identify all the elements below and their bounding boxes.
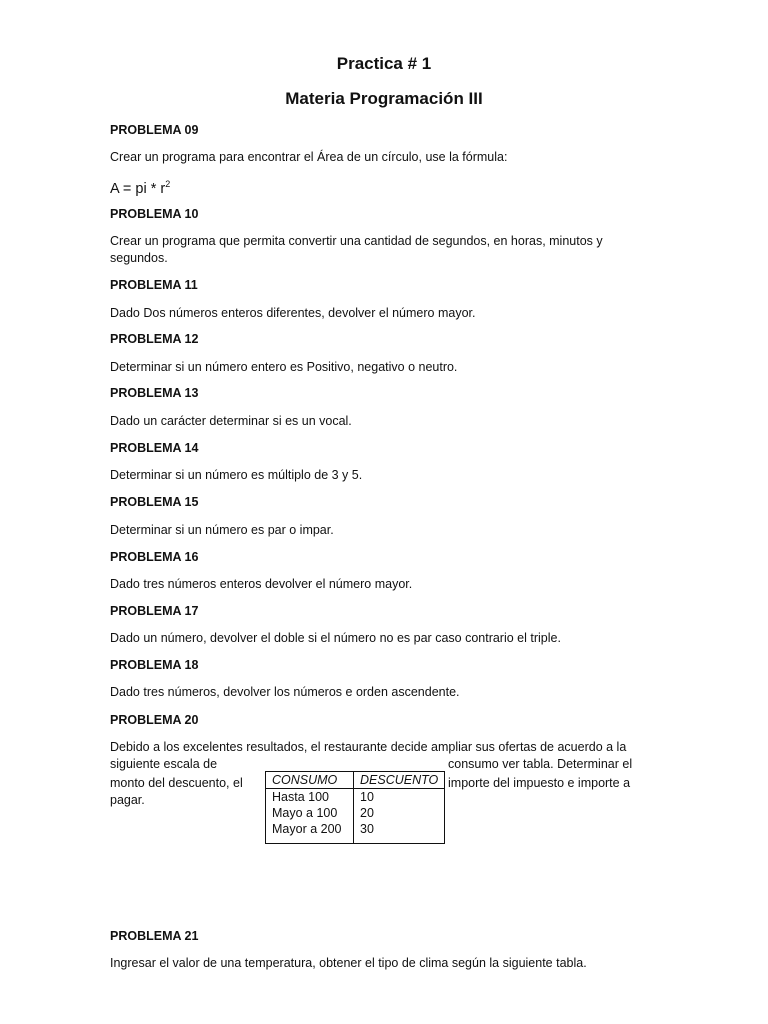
table-row: [266, 805, 445, 821]
problem-15-text: Determinar si un número es par o impar.: [110, 523, 334, 537]
problem-12-text: Determinar si un número entero es Positivo, negativo o neutro.: [110, 360, 458, 374]
problem-16-text: Dado tres números enteros devolver el número mayor.: [110, 577, 413, 591]
problem-18-heading: PROBLEMA 18: [110, 658, 199, 672]
page-title: Practica # 1: [336, 54, 432, 73]
problem-20-left-line-3: monto del descuento, el: [110, 776, 243, 790]
problem-21-text: Ingresar el valor de una temperatura, obtener el tipo de clima según la siguiente tabla.: [110, 956, 587, 970]
table-header-row: [266, 772, 445, 789]
problem-20-line-1: Debido a los excelentes resultados, el restaurante decide ampliar sus ofertas de acuerdo a la: [110, 740, 627, 754]
problem-16-heading: PROBLEMA 16: [110, 550, 199, 564]
page-subtitle: Materia Programación III: [285, 89, 483, 108]
problem-13-text: Dado un carácter determinar si es un vocal.: [110, 414, 352, 428]
discount-table: [265, 771, 445, 844]
problem-14-heading: PROBLEMA 14: [110, 441, 199, 455]
table-cell: Mayor a 200: [266, 821, 354, 844]
problem-09-heading: PROBLEMA 09: [110, 123, 199, 137]
problem-17-heading: PROBLEMA 17: [110, 604, 199, 618]
problem-11-text: Dado Dos números enteros diferentes, devolver el número mayor.: [110, 306, 476, 320]
formula-text: A = pi * r: [110, 181, 166, 197]
problem-20-right-line-3: importe del impuesto e importe a: [448, 776, 631, 790]
problem-18-text: Dado tres números, devolver los números e orden ascendente.: [110, 685, 460, 699]
problem-14-text: Determinar si un número es múltiplo de 3 y 5.: [110, 468, 363, 482]
problem-13-heading: PROBLEMA 13: [110, 386, 199, 400]
problem-09-formula: [110, 176, 655, 198]
table-header-descuento: DESCUENTO: [354, 772, 445, 789]
problem-10-text: Crear un programa que permita convertir una cantidad de segundos, en horas, minutos y segundos.: [110, 234, 603, 265]
problem-17-text: Dado un número, devolver el doble si el número no es par caso contrario el triple.: [110, 631, 561, 645]
problem-20-left-line-2: siguiente escala de: [110, 757, 218, 771]
formula-exponent: 2: [165, 179, 171, 189]
problem-09-text: Crear un programa para encontrar el Área de un círculo, use la fórmula:: [110, 150, 508, 164]
table-cell: Mayo a 100: [266, 805, 354, 821]
problem-12-heading: PROBLEMA 12: [110, 332, 199, 346]
problem-21-heading: PROBLEMA 21: [110, 929, 199, 943]
problem-10-heading: PROBLEMA 10: [110, 207, 199, 221]
table-row: [266, 789, 445, 806]
problem-20-heading: PROBLEMA 20: [110, 713, 199, 727]
problem-20-left-line-4: pagar.: [110, 793, 145, 807]
problem-20-right-line-2: consumo ver tabla. Determinar el: [448, 757, 633, 771]
table-row: [266, 821, 445, 844]
problem-15-heading: PROBLEMA 15: [110, 495, 199, 509]
table-header-consumo: CONSUMO: [266, 772, 354, 789]
table-cell: 10: [354, 789, 445, 806]
problem-11-heading: PROBLEMA 11: [110, 278, 198, 292]
table-cell: Hasta 100: [266, 789, 354, 806]
table-cell: 20: [354, 805, 445, 821]
table-cell: 30: [354, 821, 445, 844]
